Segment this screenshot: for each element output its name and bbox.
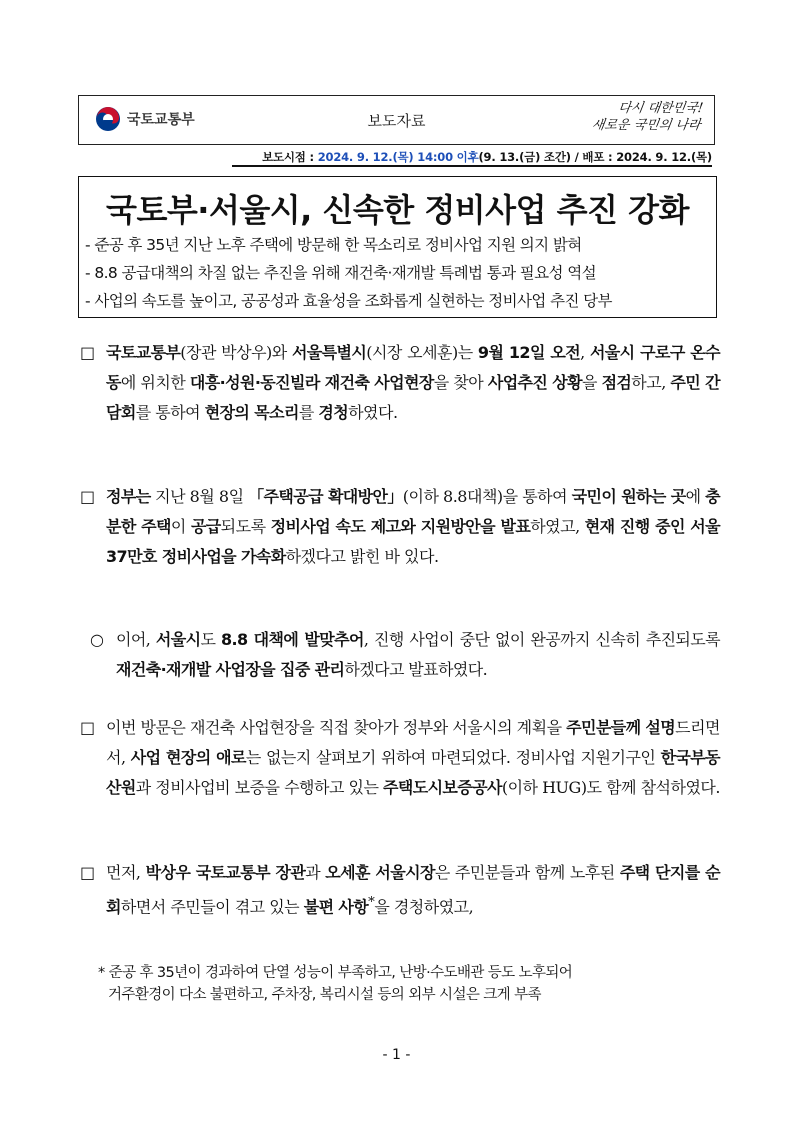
- footnote-marker: *: [368, 895, 375, 910]
- subtitle-3: - 사업의 속도를 높이고, 공공성과 효율성을 조화롭게 실현하는 정비사업 추진 당부: [85, 292, 612, 310]
- text: 과 정비사업비 보증을 수행하고 있는: [135, 778, 383, 797]
- text-bold: 사업 현장의 애로: [130, 748, 246, 767]
- text-bold: 국토교통부: [106, 343, 181, 362]
- text-bold: 충분한 주택: [106, 487, 721, 536]
- release-label: 보도시점 :: [262, 150, 318, 164]
- text-bold: 재건축·재개발 사업장을 집중 관리: [116, 660, 345, 679]
- text: 을 찾아: [433, 373, 488, 392]
- paragraph-3: [80, 713, 720, 803]
- subtitle-2: - 8.8 공급대책의 차질 없는 추진을 위해 재건축·재개발 특례법 통과 필요성 역설: [85, 264, 596, 282]
- title-box: [78, 176, 717, 318]
- text: 하겠다고 발표하였다.: [344, 660, 488, 679]
- text-bold: 주택 단지를 순회: [106, 863, 720, 917]
- paragraph-4: [80, 858, 720, 922]
- text-bold: 오세훈 서울시장: [325, 863, 435, 882]
- text-bold: 서울특별시: [291, 343, 367, 362]
- text-bold: 현장의 목소리: [204, 403, 299, 422]
- text-bold: 불편 사항: [303, 897, 369, 917]
- text: 하겠다고 밝힌 바 있다.: [285, 547, 439, 566]
- subtitle-1: - 준공 후 35년 지난 노후 주택에 방문해 한 목소리로 정비사업 지원 의지 밝혀: [85, 236, 582, 254]
- text: 에 위치한: [120, 373, 190, 392]
- text-bold: 서울시 구로구 온수동: [106, 343, 721, 392]
- text-bold: 국민이 원하는 곳: [571, 487, 686, 506]
- paragraph-2-text: [106, 482, 720, 572]
- text: 을 경청하였고,: [374, 897, 474, 917]
- slogan-line-2: 새로운 국민의 나라: [591, 118, 702, 133]
- text: 를: [298, 403, 319, 422]
- text-bold: 경청: [318, 403, 349, 422]
- text-bold: 점검: [601, 373, 632, 392]
- text-bold: 「주택공급 확대방안」: [248, 487, 403, 506]
- press-title: 국토부·서울시, 신속한 정비사업 추진 강화: [106, 191, 689, 229]
- text-bold: 9월 12일 오전: [477, 343, 581, 362]
- text-bold: 정부는: [106, 487, 151, 506]
- text-bold: 현재 진행 중인 서울 37만호 정비사업을 가속화: [106, 517, 721, 566]
- logo-text: 국토교통부: [127, 112, 195, 128]
- checkbox-bullet-icon: □: [80, 863, 95, 882]
- sub-paragraph: [90, 625, 720, 685]
- text: 과: [305, 863, 326, 882]
- text: (이하 HUG)도 함께 참석하였다.: [501, 778, 720, 797]
- sub-paragraph-text: [116, 625, 720, 685]
- footnote: [98, 962, 720, 1006]
- text: 이어,: [116, 630, 156, 649]
- footnote-line-1: * 준공 후 35년이 경과하여 단열 성능이 부족하고, 난방·수도배관 등도 노후되어: [98, 965, 573, 981]
- text: 은 주민분들과 함께 노후된: [434, 863, 620, 882]
- text-bold: 주민분들께 설명: [566, 718, 676, 737]
- text: 에: [685, 487, 706, 506]
- text: 을: [581, 373, 602, 392]
- footnote-line-2: 거주환경이 다소 불편하고, 주차장, 복리시설 등의 외부 시설은 크게 부족: [108, 987, 541, 1003]
- text: 하고,: [631, 373, 671, 392]
- release-info: [80, 149, 712, 165]
- document-type: 보도자료: [367, 112, 426, 130]
- slogan: [591, 100, 705, 134]
- text: 이: [170, 517, 191, 536]
- text: 지난 8월 8일: [150, 487, 249, 506]
- checkbox-bullet-icon: □: [80, 343, 95, 362]
- release-distribution: / 배포 : 2024. 9. 12.(목): [570, 150, 712, 164]
- page-number: - 1 -: [382, 1047, 411, 1063]
- paragraph-1: [80, 338, 720, 428]
- text: 먼저,: [106, 863, 146, 882]
- text-bold: 한국부동산원: [106, 748, 720, 797]
- text: 하였다.: [348, 403, 398, 422]
- release-paper: (9. 13.(금) 조간): [478, 150, 571, 164]
- text: 되도록: [220, 517, 271, 536]
- release-underline: [232, 165, 712, 167]
- text: (시장 오세훈)는: [366, 343, 478, 362]
- text: 도: [200, 630, 221, 649]
- paragraph-1-text: [106, 338, 720, 428]
- paragraph-4-text: [106, 858, 720, 922]
- text: 는 없는지 살펴보기 위하여 마련되었다. 정비사업 지원기구인: [245, 748, 661, 767]
- checkbox-bullet-icon: □: [80, 487, 95, 506]
- text: , 진행 사업이 중단 없이 완공까지 신속히 추진되도록: [363, 630, 721, 649]
- text-bold: 주택도시보증공사: [383, 778, 502, 797]
- text-bold: 사업추진 상황: [487, 373, 582, 392]
- paragraph-2: [80, 482, 720, 572]
- header-box: [78, 95, 715, 145]
- text-bold: 박상우 국토교통부 장관: [145, 863, 306, 882]
- text-bold: 정비사업 속도 제고와 지원방안을 발표: [270, 517, 531, 536]
- text: 드리면서,: [106, 718, 720, 767]
- text: 하면서 주민들이 겪고 있는: [120, 897, 304, 917]
- paragraph-3-text: [106, 713, 720, 803]
- text: (이하 8.8대책)을 통하여: [402, 487, 572, 506]
- circle-bullet-icon: ○: [90, 630, 104, 649]
- text: ,: [580, 343, 590, 362]
- text-bold: 대흥·성원·동진빌라 재건축 사업현장: [189, 373, 434, 392]
- text-bold: 8.8 대책에 발맞추어: [220, 630, 364, 649]
- text-bold: 주민 간담회: [106, 373, 720, 422]
- release-datetime: 2024. 9. 12.(목) 14:00 이후: [317, 150, 479, 164]
- text: (장관 박상우)와: [180, 343, 292, 362]
- checkbox-bullet-icon: □: [80, 718, 95, 737]
- text-bold: 서울시: [155, 630, 201, 649]
- text: 이번 방문은 재건축 사업현장을 직접 찾아가 정부와 서울시의 계획을: [106, 718, 567, 737]
- text: 를 통하여: [135, 403, 205, 422]
- text: 하였고,: [530, 517, 585, 536]
- text-bold: 공급: [190, 517, 221, 536]
- slogan-line-1: 다시 대한민국!: [617, 101, 705, 116]
